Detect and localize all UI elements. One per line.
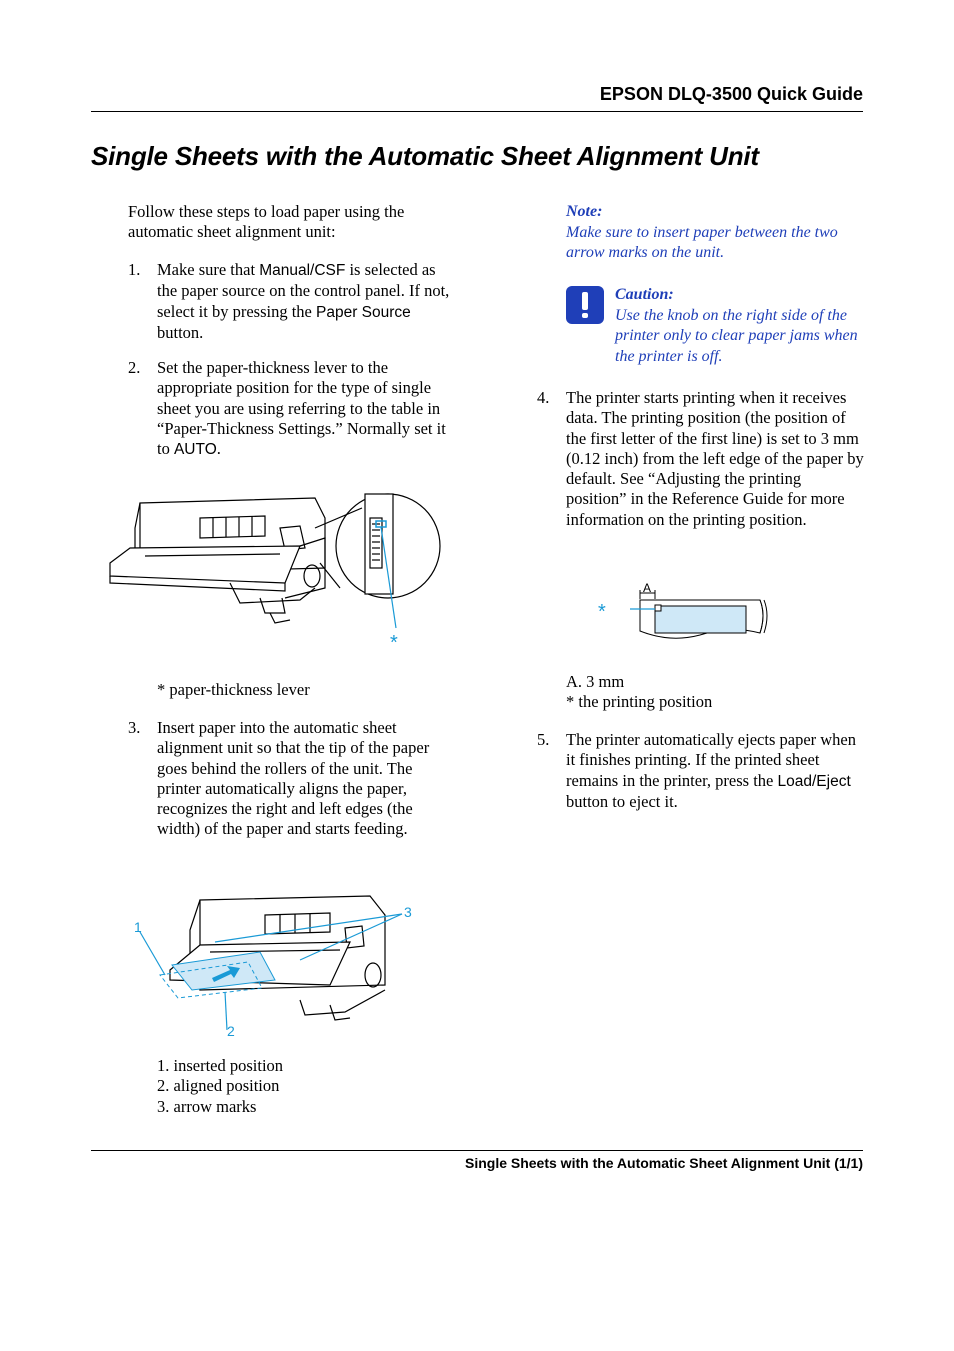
load-eject-key: Load/Eject [777,772,851,790]
step-2-text: Set the paper-thickness lever to the appropriate position for the type of single sheet you are using referring to the table in “Paper-Thickness Settings.” Normally set it to AUTO. [157,358,446,459]
legend-a: A. 3 mm [566,672,625,691]
note-block [566,202,866,264]
step-4-text: The printer starts printing when it receives data. The printing position (the position of the first letter of the first line) is set to 3 mm (0.12 inch) from the left edge of the paper by default. See “Adjusting the printing position” in the Reference Guide for more information on the printing position. [566,388,864,529]
header-rule [91,111,863,112]
printing-position-star: * [598,601,606,623]
legend-item-2: 2. aligned position [157,1076,280,1096]
note-label: Note: [566,203,603,220]
printing-position-illustration [630,585,775,645]
intro-paragraph: Follow these steps to load paper using the automatic sheet alignment unit: [128,202,405,242]
paper-source-key: Paper Source [316,303,411,321]
step-1-text: Make sure that Manual/CSF is selected as the paper source on the control panel. If not, select it by pressing the Paper Source button. [157,260,450,342]
figure-2-legend [157,1056,283,1117]
document-header: EPSON DLQ-3500 Quick Guide [599,84,863,104]
lever-marker-star: * [390,632,398,654]
callout-3: 3 [404,904,412,920]
step-2-number: 2. [128,358,141,377]
callout-1: 1 [134,919,142,935]
legend-item-1: 1. inserted position [157,1056,284,1075]
callout-2: 2 [227,1023,235,1039]
step-4-number: 4. [537,388,550,407]
auto-key: AUTO [173,441,217,459]
footer-rule [91,1150,863,1151]
exclamation-icon [566,286,604,324]
caution-label: Caution: [615,286,674,303]
caution-block [615,285,867,367]
step-1-number: 1. [128,260,141,279]
step-3-number: 3. [128,718,141,737]
caution-text: Use the knob on the right side of the printer only to clear paper jams when the printer is off. [615,306,858,365]
legend-item-3: 3. arrow marks [157,1096,257,1116]
figure-1-caption: * paper-thickness lever [157,680,310,699]
legend-star: * the printing position [566,692,713,712]
note-text: Make sure to insert paper between the two arrow marks on the unit. [566,223,838,262]
label-a: A [643,581,652,595]
step-5-text: The printer automatically ejects paper when it finishes printing. If the printed sheet remains in the printer, press the Load/Eject button to eject it. [566,730,856,811]
figure-3-legend [566,672,712,713]
step-5-number: 5. [537,730,550,749]
document-footer: Single Sheets with the Automatic Sheet Alignment Unit (1/1) [464,1155,863,1171]
paper-insertion-illustration [130,890,420,1040]
manual-csf-key: Manual/CSF [259,262,346,279]
step-3-text: Insert paper into the automatic sheet alignment unit so that the tip of the paper goes behind the rollers of the unit. The printer automatically aligns the paper, recognizes the right and left edges (the width) of the paper and starts feeding. [157,718,430,839]
page-title: Single Sheets with the Automatic Sheet Alignment Unit [91,141,759,171]
